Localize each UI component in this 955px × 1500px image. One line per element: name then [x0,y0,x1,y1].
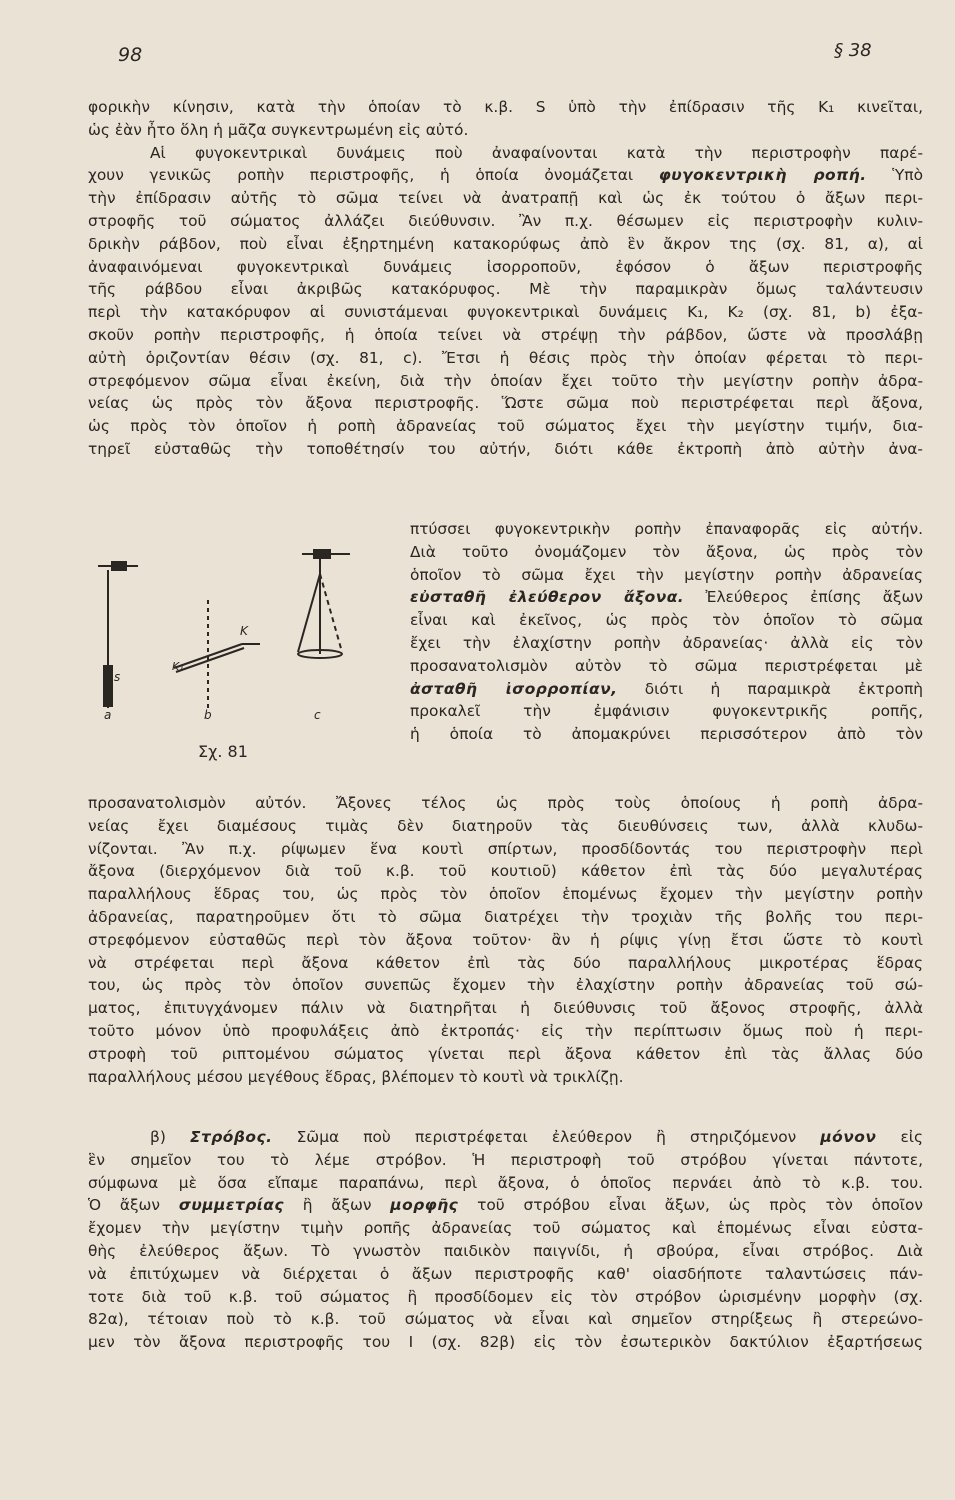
text-line: παραλλήλους μέσου μεγέθους ἕδρας, βλέπομεν τὸ κουτὶ νὰ τρικλίζῃ. [88,1067,624,1086]
text-line [88,1194,923,1217]
text-fragment: τοῦ στρόβου εἶναι ἄξων, ὡς πρὸς τὸν ὁποῖον [477,1196,923,1215]
text-line: σύμφωνα μὲ ὅσα εἴπαμε παραπάνω, περὶ ἄξονα, ὁ ὁποῖος περνάει ἀπὸ τὸ κ.β. του. [88,1173,923,1192]
text-line: στροφὴ τοῦ ριπτομένου σώματος γίνεται περὶ ἄξονα κάθετον ἐπὶ τὰς ἄλλας δύο [88,1044,923,1063]
text-line: τοτε διὰ τοῦ κ.β. τοῦ σώματος ἢ προσδίδομεν εἰς τὸν στρόβον ὡρισμένην μορφὴν (σχ. [88,1287,923,1306]
text-line: ὡς ἐὰν ἦτο ὅλη ἡ μᾶζα συγκεντρωμένη εἰς αὐτό. [88,120,469,139]
text-line: περὶ τὴν κατακόρυφον αἱ συνιστάμεναι φυγοκεντρικαὶ δυνάμεις K₁, K₂ (σχ. 81, b) ἐξα- [88,303,923,322]
text-line: του, ὡς πρὸς τὸν ὁποῖον συνεπῶς ἔχομεν τὴν ἐλαχίστην ροπὴν ἀδρανείας τοῦ σώ- [88,976,923,995]
text-line: στρεφόμενον σῶμα εἶναι ἐκείνη, διὰ τὴν ὁποίαν ἔχει τοῦτο τὴν μεγίστην ροπὴν ἀδρα- [88,371,923,390]
figure-caption: Σχ. 81 [198,742,248,761]
text-line: στρεφόμενον εὐσταθῶς περὶ τὸν ἄξονα τοῦτον· ἂν ἡ ρίψις γίνῃ ἔτσι ὥστε τὸ κουτὶ [88,930,923,949]
text-line: δρικὴν ράβδον, ποὺ εἶναι ἐξηρτημένη κατακορύφως ἀπὸ ἓν ἄκρον της (σχ. 81, α), αἱ [88,234,923,253]
term-only: μόνον [820,1128,877,1146]
text-line: ἄξονα (διερχόμενον διὰ τοῦ κ.β. τοῦ κουτιοῦ) κάθετον ἐπὶ τὰς δύο μεγαλυτέρας [88,862,923,881]
text-line: ἀδρανείας, παρατηροῦμεν ὅτι τὸ σῶμα διατρέχει τὴν τροχιὰν τῆς βολῆς του περι- [88,907,923,926]
term-centrifugal-moment: φυγοκεντρικὴ ροπή. [658,166,867,185]
text-line [88,164,923,187]
aux-line [0,0,1,1]
text-line: τοῦτο μόνον ὑπὸ προφυλάξεις ἀπὸ ἐκτροπάς· εἰς τὴν περίπτωσιν ὅμως ποὺ ἡ περι- [88,1021,923,1040]
text-line: Διὰ τοῦτο ὀνομάζομεν τὸν ἄξονα, ὡς πρὸς τὸν [410,542,923,561]
text-line: ἔχομεν τὴν μεγίστην τιμὴν ροπῆς ἀδρανείας τοῦ σώματος καὶ ἑπομένως εἶναι εὐστα- [88,1219,923,1238]
text-fragment: ἢ ἄξων [302,1196,372,1215]
text-line: 82α), τέτοιαν ποὺ τὸ κ.β. τοῦ σώματος νὰ εἶναι καὶ σημεῖον στηρίξεως ἢ στερεώνο- [88,1310,923,1329]
text-fragment: Σῶμα ποὺ περιστρέφεται ἐλεύθερον ἢ στηριζόμενον [296,1128,797,1146]
text-line: ὁποῖον τὸ σῶμα ἔχει τὴν μεγίστην ροπὴν ἀδρανείας [410,565,923,584]
text-line: Αἱ φυγοκεντρικαὶ δυνάμεις ποὺ ἀναφαίνονται κατὰ τὴν περιστροφὴν παρέ- [150,143,923,162]
term-symmetry: συμμετρίας [178,1196,284,1215]
text-line: παραλλήλους ἕδρας του, ὡς πρὸς τὸν ὁποῖον ἑπομένως ἔχομεν τὴν μεγίστην ροπὴν [88,885,923,904]
section-b-label: β) [150,1128,166,1146]
text-line: νὰ ἐπιτύχωμεν νὰ διέρχεται ὁ ἄξων περιστροφῆς καθ' οἱασδήποτε ταλαντώσεις πάν- [88,1264,923,1283]
top-text-block [88,96,923,461]
text-line: σκοῦν ροπὴν περιστροφῆς, ἡ ὁποία τείνει νὰ στρέψῃ τὴν ράβδον, ὥστε νὰ προσλάβῃ [88,325,923,344]
text-line: προκαλεῖ τὴν ἐμφάνισιν φυγοκεντρικῆς ροπῆς, [410,702,923,721]
wrapped-text-block [410,518,923,746]
fig-label-b: b [204,708,212,722]
text-line [410,678,923,701]
term-stable-free-axis: εὐσταθῆ ἐλεύθερον ἄξονα. [410,588,685,607]
text-line: ἔχει τὴν ἐλαχίστην ροπὴν ἀδρανείας· ἀλλὰ εἰς τὸν [410,633,923,652]
middle-text-block [88,792,923,1088]
text-line: τηρεῖ εὐσταθῶς τὴν τοποθέτησίν του αὐτήν, διότι κάθε ἐκτροπὴ ἀπὸ αὐτὴν ἀνα- [88,439,923,458]
fig-label-s: s [114,670,121,684]
aux-bound-text [0,0,1,1]
text-line: εἶναι καὶ ἐκεῖνος, ὡς πρὸς τὸν ὁποῖον τὸ σῶμα [410,611,923,630]
fig-label-k1: K₁ [172,660,184,673]
text-line: νείας ὡς πρὸς τὸν ἄξονα περιστροφῆς. Ὥστε σῶμα ποὺ περιστρέφεται περὶ ἄξονα, [88,394,923,413]
text-fragment: Ὑπὸ [892,166,923,185]
text-line: τὴν ἐπίδρασιν αὐτῆς τὸ σῶμα τείνει νὰ ἀνατραπῇ καὶ ὡς ἐκ τούτου ὁ ἄξων περι- [88,189,923,208]
text-line: ὡς πρὸς τὸν ὁποῖον ἡ ροπὴ ἀδρανείας τοῦ σώματος ἔχει τὴν μεγίστην τιμήν, δια- [88,417,923,436]
section-number: § 38 [834,40,872,61]
text-line: αὐτὴ ὁριζοντίαν θέσιν (σχ. 81, c). Ἔτσι ἡ θέσις πρὸς τὴν ὁποίαν φέρεται τὸ περι- [88,348,923,367]
text-line: μεν τὸν ἄξονα περιστροφῆς του Ι (σχ. 82β) εἰς τὸν ἐσωτερικὸν δακτύλιον ἐξαρτήσεως [88,1333,923,1352]
text-line: φορικὴν κίνησιν, κατὰ τὴν ὁποίαν τὸ κ.β. S ὑπὸ τὴν ἐπίδρασιν τῆς K₁ κινεῖται, [88,98,923,116]
text-line: νίζονται. Ἂν π.χ. ρίψωμεν ἕνα κουτὶ σπίρτων, προσδίδοντάς του περιστροφὴν περὶ [88,839,923,858]
term-unstable-equilibrium: ἀσταθῆ ἰσορροπίαν, [410,679,618,698]
fig-label-k: K [240,624,248,638]
text-fragment: Ἐλεύθερος ἐπίσης ἄξων [705,588,923,607]
fig-label-c: c [314,708,321,722]
text-line: θὴς ἐλεύθερος ἄξων. Τὸ γνωστὸν παιδικὸν παιγνίδι, ἡ σβούρα, εἶναι στρόβος. Διὰ [88,1241,923,1260]
term-top: Στρόβος. [189,1128,273,1146]
text-fragment: εἰς [900,1128,923,1146]
text-line: τῆς ράβδου εἶναι ἀκριβῶς κατακόρυφος. Μὲ τὴν παραμικρὰν ὅμως ταλάντευσιν [88,280,923,299]
text-line: προσανατολισμὸν αὐτὸν τὸ σῶμα περιστρέφεται μὲ [410,656,923,675]
text-line [410,586,923,609]
text-fragment: διότι ἡ παραμικρὰ ἐκτροπὴ [644,679,923,698]
text-line: πτύσσει φυγοκεντρικὴν ροπὴν ἐπαναφορᾶς εἰς αὐτήν. [410,520,923,538]
text-line: ματος, ἐπιτυγχάνομεν πάλιν νὰ διατηρῆται ἡ διεύθυνσις τοῦ ἄξονος στροφῆς, ἀλλὰ [88,999,923,1018]
text-fragment: Ὁ ἄξων [88,1196,161,1215]
text-fragment: χουν γενικῶς ροπὴν περιστροφῆς, ἡ ὁποία ὀνομάζεται [88,166,634,185]
text-line: νὰ στρέφεται περὶ ἄξονα κάθετον ἐπὶ τὰς δύο παραλλήλους μικροτέρας ἕδρας [88,953,923,972]
text-line: ἡ ὁποία τὸ ἀπομακρύνει περισσότερον ἀπὸ τὸν [410,725,923,744]
text-line [88,1126,923,1149]
text-line: ἓν σημεῖον του τὸ λέμε στρόβον. Ἡ περιστροφὴ τοῦ στρόβου γίνεται πάντοτε, [88,1150,923,1169]
page-number: 98 [118,44,143,66]
text-line: ἀναφαινόμεναι φυγοκεντρικαὶ δυνάμεις ἰσορροποῦν, ἐφόσον ὁ ἄξων περιστροφῆς [88,257,923,276]
text-line: στροφῆς τοῦ σώματος ἀλλάζει διεύθυνσιν. Ἂν π.χ. θέσωμεν εἰς περιστροφὴν κυλιν- [88,211,923,230]
fig-label-a: a [104,708,112,722]
term-shape: μορφῆς [390,1196,459,1215]
section-b-block [88,1126,923,1354]
text-line: νείας ἔχει διαμέσους τιμὰς δὲν διατηροῦν τὰς διευθύνσεις των, ἀλλὰ κλυδω- [88,816,923,835]
text-line: προσανατολισμὸν αὐτόν. Ἄξονες τέλος ὡς πρὸς τοὺς ὁποίους ἡ ροπὴ ἀδρα- [88,794,923,812]
